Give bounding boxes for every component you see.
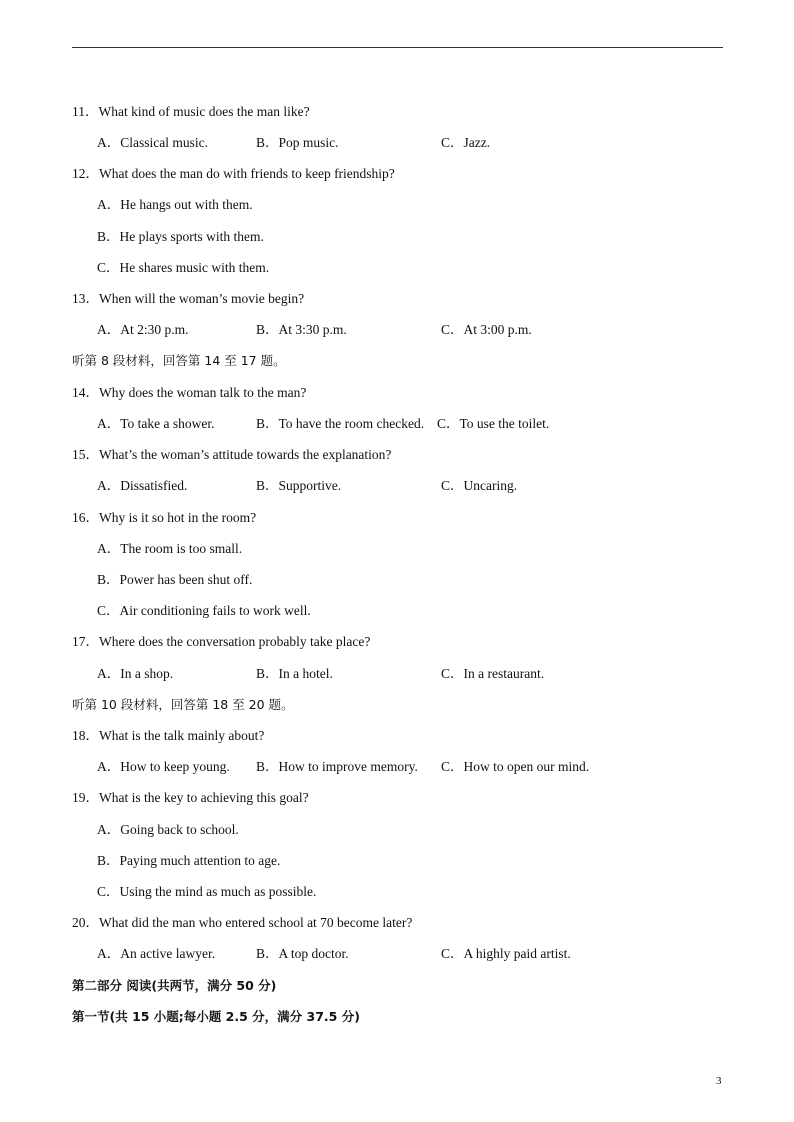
question-20-option-c[interactable]: C．A highly paid artist. (441, 946, 571, 961)
question-12-option-c[interactable]: C．He shares music with them. (97, 260, 270, 275)
listening-instruction-material-8: 听第 8 段材料，回答第 14 至 17 题。 (72, 353, 286, 368)
listening-instruction-material-10: 听第 10 段材料，回答第 18 至 20 题。 (72, 697, 294, 712)
question-18-option-a[interactable]: A．How to keep young. (97, 759, 230, 774)
question-20-option-b[interactable]: B．A top doctor. (256, 946, 349, 961)
question-20-stem: 20．What did the man who entered school at 70 become later? (72, 915, 413, 930)
question-14-stem: 14．Why does the woman talk to the man? (72, 385, 307, 400)
question-20-option-a[interactable]: A．An active lawyer. (97, 946, 216, 961)
question-15-option-b[interactable]: B．Supportive. (256, 478, 342, 493)
question-19-stem: 19．What is the key to achieving this goal? (72, 790, 309, 805)
question-13-option-b[interactable]: B．At 3:30 p.m. (256, 322, 347, 337)
question-18-option-c[interactable]: C．How to open our mind. (441, 759, 590, 774)
question-16-option-a[interactable]: A．The room is too small. (97, 541, 243, 556)
question-15-stem: 15．What’s the woman’s attitude towards the explanation? (72, 447, 392, 462)
question-19-option-b[interactable]: B．Paying much attention to age. (97, 853, 281, 868)
question-15-option-a[interactable]: A．Dissatisfied. (97, 478, 188, 493)
question-16-stem: 16．Why is it so hot in the room? (72, 510, 257, 525)
question-17-option-b[interactable]: B．In a hotel. (256, 666, 333, 681)
question-11-stem: 11．What kind of music does the man like? (72, 104, 310, 119)
question-13-stem: 13．When will the woman’s movie begin? (72, 291, 305, 306)
question-15-option-c[interactable]: C．Uncaring. (441, 478, 518, 493)
page-number: 3 (716, 1075, 722, 1087)
section-heading-part-2: 第二部分 阅读(共两节，满分 50 分) (72, 978, 277, 993)
question-19-option-a[interactable]: A．Going back to school. (97, 822, 239, 837)
question-14-option-b[interactable]: B．To have the room checked. (256, 416, 425, 431)
question-17-stem: 17．Where does the conversation probably take place? (72, 634, 371, 649)
question-12-option-b[interactable]: B．He plays sports with them. (97, 229, 264, 244)
question-17-option-a[interactable]: A．In a shop. (97, 666, 174, 681)
question-13-option-c[interactable]: C．At 3:00 p.m. (441, 322, 532, 337)
question-16-option-b[interactable]: B．Power has been shut off. (97, 572, 253, 587)
question-14-option-c[interactable]: C．To use the toilet. (437, 416, 550, 431)
question-18-stem: 18．What is the talk mainly about? (72, 728, 265, 743)
question-19-option-c[interactable]: C．Using the mind as much as possible. (97, 884, 317, 899)
question-17-option-c[interactable]: C．In a restaurant. (441, 666, 545, 681)
question-12-option-a[interactable]: A．He hangs out with them. (97, 197, 253, 212)
section-heading-section-1: 第一节(共 15 小题;每小题 2.5 分，满分 37.5 分) (72, 1009, 360, 1024)
question-11-option-c[interactable]: C．Jazz. (441, 135, 491, 150)
question-14-option-a[interactable]: A．To take a shower. (97, 416, 215, 431)
question-11-option-b[interactable]: B．Pop music. (256, 135, 339, 150)
question-18-option-b[interactable]: B．How to improve memory. (256, 759, 418, 774)
question-11-option-a[interactable]: A．Classical music. (97, 135, 208, 150)
header-rule (72, 47, 723, 48)
question-13-option-a[interactable]: A．At 2:30 p.m. (97, 322, 189, 337)
question-16-option-c[interactable]: C．Air conditioning fails to work well. (97, 603, 311, 618)
question-12-stem: 12．What does the man do with friends to keep friendship? (72, 166, 395, 181)
